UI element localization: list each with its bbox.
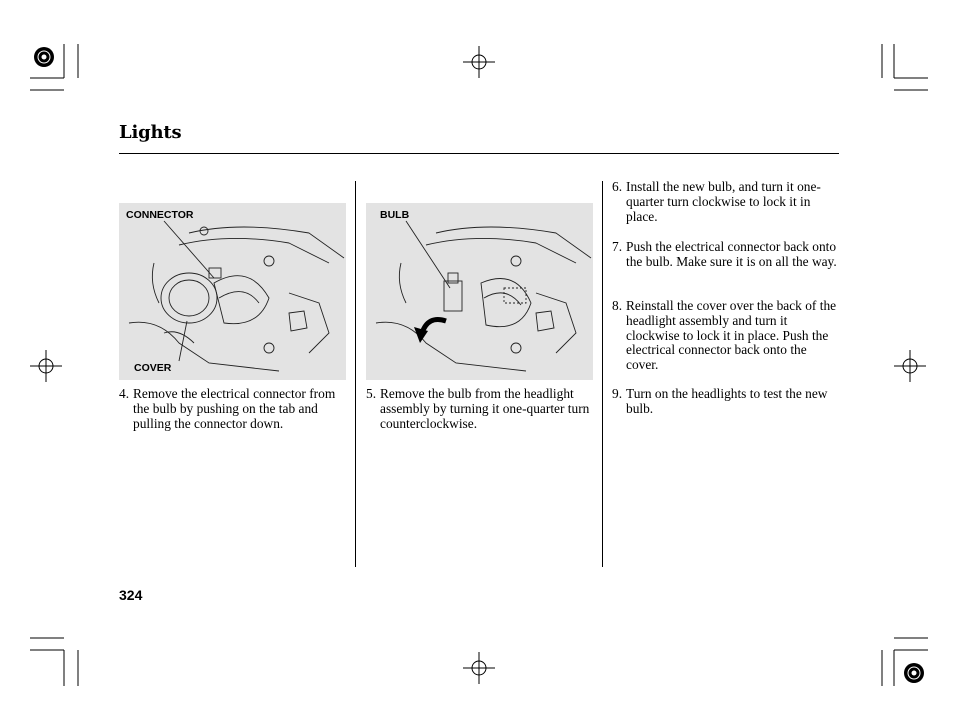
step-7-text: Push the electrical connector back onto the bulb. Make sure it is on all the way.: [626, 239, 837, 269]
column-divider-2: [602, 181, 603, 567]
page-number: 324: [119, 587, 143, 603]
step-5: [366, 387, 598, 431]
headlight-bulb-drawing: [366, 203, 593, 380]
step-5-number: 5.: [366, 386, 377, 401]
step-6-number: 6.: [612, 179, 623, 194]
page-title: Lights: [119, 122, 182, 143]
step-8-text: Reinstall the cover over the back of the headlight assembly and turn it clockwise to lock it in place. Push the electrical connector back onto the cover.: [626, 298, 837, 373]
step-8: [612, 299, 842, 373]
cover-label: COVER: [134, 362, 172, 374]
title-rule: [119, 153, 839, 154]
step-4: [119, 387, 339, 431]
step-4-number: 4.: [119, 386, 130, 401]
connector-illustration: [119, 203, 346, 380]
step-8-number: 8.: [612, 298, 623, 313]
step-7: [612, 240, 840, 270]
step-7-number: 7.: [612, 239, 623, 254]
column-divider-1: [355, 181, 356, 567]
headlight-connector-drawing: [119, 203, 346, 380]
bulb-label: BULB: [380, 209, 410, 221]
step-9-text: Turn on the headlights to test the new bulb.: [626, 386, 828, 416]
step-9-number: 9.: [612, 386, 623, 401]
connector-label: CONNECTOR: [126, 209, 194, 221]
step-6: [612, 180, 840, 224]
step-9: [612, 387, 840, 417]
step-6-text: Install the new bulb, and turn it one-quarter turn clockwise to lock it in place.: [626, 179, 821, 224]
step-5-text: Remove the bulb from the headlight assembly by turning it one-quarter turn counterclockwise.: [380, 386, 590, 431]
bulb-illustration: [366, 203, 593, 380]
step-4-text: Remove the electrical connector from the bulb by pushing on the tab and pulling the connector down.: [133, 386, 336, 431]
